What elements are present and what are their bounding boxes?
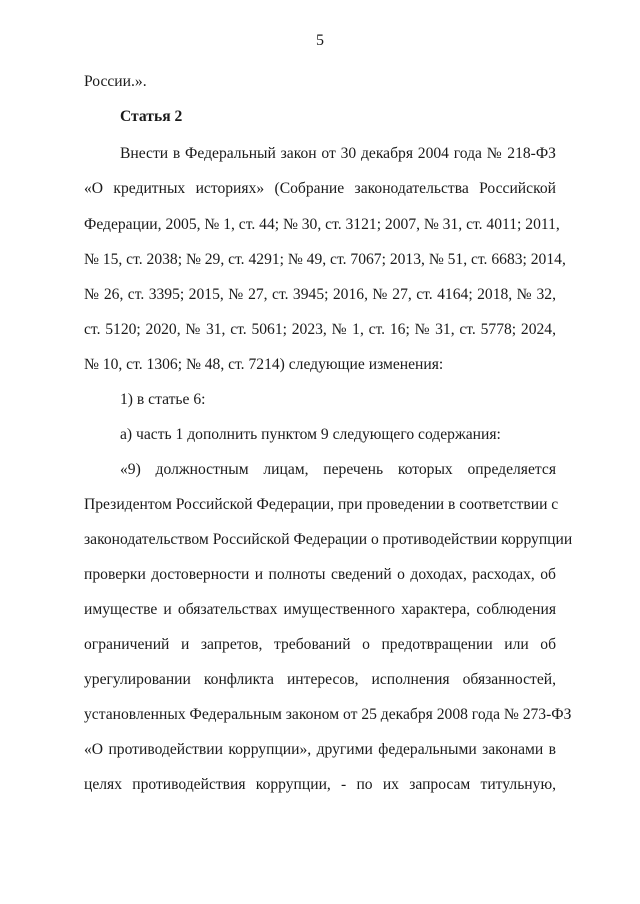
quote-line: проверки достоверности и полноты сведений о доходах, расходах, об xyxy=(84,566,556,583)
quote-line: Президентом Российской Федерации, при проведении в соответствии с xyxy=(84,496,559,513)
list-item-line: 1) в статье 6: xyxy=(120,391,206,408)
quote-line: установленных Федеральным законом от 25 декабря 2008 года № 273-ФЗ xyxy=(84,706,572,723)
article-heading: Статья 2 xyxy=(120,108,183,125)
quote-line: законодательством Российской Федерации о противодействии коррупции xyxy=(84,531,573,548)
paragraph-line: ст. 5120; 2020, № 31, ст. 5061; 2023, № 1, ст. 16; № 31, ст. 5778; 2024, xyxy=(84,321,556,338)
quote-line: урегулировании конфликта интересов, исполнения обязанностей, xyxy=(84,671,556,688)
quote-line: «9) должностным лицам, перечень которых определяется xyxy=(120,461,556,478)
quote-line: «О противодействии коррупции», другими федеральными законами в xyxy=(84,741,556,758)
quote-line: ограничений и запретов, требований о предотвращении или об xyxy=(84,636,556,653)
quote-line: целях противодействия коррупции, - по их запросам титульную, xyxy=(84,776,556,793)
quote-line: имуществе и обязательствах имущественного характера, соблюдения xyxy=(84,601,556,618)
paragraph-line: «О кредитных историях» (Собрание законодательства Российской xyxy=(84,180,556,197)
paragraph-line: № 10, ст. 1306; № 48, ст. 7214) следующие изменения: xyxy=(84,356,444,373)
sub-item-line: а) часть 1 дополнить пунктом 9 следующего содержания: xyxy=(120,426,501,443)
paragraph-line: Федерации, 2005, № 1, ст. 44; № 30, ст. 3121; 2007, № 31, ст. 4011; 2011, xyxy=(84,216,560,233)
paragraph-line: № 26, ст. 3395; 2015, № 27, ст. 3945; 2016, № 27, ст. 4164; 2018, № 32, xyxy=(84,286,556,303)
text-line-continuation: России.». xyxy=(84,73,147,90)
paragraph-line: Внести в Федеральный закон от 30 декабря 2004 года № 218-ФЗ xyxy=(120,145,556,162)
paragraph-line: № 15, ст. 2038; № 29, ст. 4291; № 49, ст. 7067; 2013, № 51, ст. 6683; 2014, xyxy=(84,251,566,268)
page-number: 5 xyxy=(316,32,324,49)
